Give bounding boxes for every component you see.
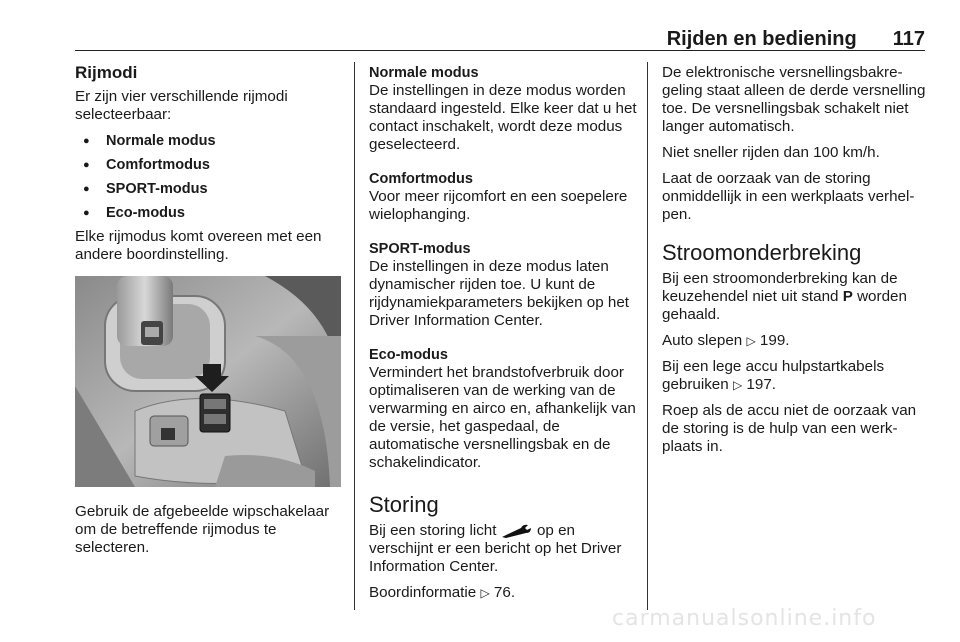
normal-mode-text: De instellingen in deze modus worden standaard ingesteld. Elke keer dat u het contact inschakelt, wordt deze modus geselecteerd. — [369, 82, 637, 153]
list-item: ● Eco-modus — [75, 204, 343, 222]
reference-arrow-icon: ▷ — [746, 334, 756, 348]
workshop-text: Laat de oorzaak van de storing onmiddellijk in een werkplaats verhelpen. — [662, 170, 915, 223]
sport-mode-text: De instellingen in deze modus laten dynamischer rijden toe. U kunt de rijdynamiekparameters bekijken op het Driver Information Center. — [369, 258, 630, 329]
header-rule — [75, 50, 925, 51]
drive-mode-switch-photo — [75, 276, 341, 487]
jump-start-page: 197. — [746, 376, 776, 393]
towing-ref — [662, 332, 932, 350]
power-failure-text-a: Bij een stroomonderbreking kan de keuzehendel niet uit stand — [662, 270, 898, 305]
towing-label: Auto slepen — [662, 332, 743, 349]
stroomonderbreking-heading: Stroomonderbreking — [662, 240, 862, 265]
list-item: ● SPORT-modus — [75, 180, 343, 198]
rijmodi-heading: Rijmodi — [75, 63, 138, 82]
reference-arrow-icon: ▷ — [732, 378, 743, 392]
power-failure-text-b: worden gehaald. — [662, 288, 907, 323]
column-divider — [354, 62, 355, 610]
list-item: ● Normale modus — [75, 132, 343, 150]
comfort-mode-title: Comfortmodus — [369, 171, 473, 187]
mode-list — [75, 132, 343, 222]
page-header — [75, 28, 925, 52]
column-3 — [662, 64, 932, 464]
boordinformatie-ref — [369, 584, 639, 602]
intro-text: Er zijn vier verschillende rijmodi selecteerbaar: — [75, 88, 288, 123]
normal-mode-title: Normale modus — [369, 65, 479, 81]
towing-page: 199. — [759, 332, 790, 349]
column-1 — [75, 64, 343, 565]
column-2 — [369, 64, 639, 610]
ref-page: 76. — [493, 584, 516, 601]
storing-heading: Storing — [369, 492, 439, 517]
reference-arrow-icon: ▷ — [480, 586, 490, 600]
watermark: carmanualsonline.info — [612, 606, 877, 631]
gearbox-text: De elektronische versnellingsbakregeling staat alleen de derde versnelling toe. De versnellingsbak schakelt niet langer automatisch. — [662, 64, 926, 135]
storing-text-b: op en verschijnt er een bericht op het Driver Information Center. — [369, 522, 622, 575]
comfort-mode-text: Voor meer rijcomfort en een soepelere wielophanging. — [369, 188, 628, 223]
gear-position-p: P — [842, 288, 853, 305]
power-failure-text — [662, 270, 932, 324]
jump-start-label: Bij een lege accu hulpstartkabels gebruiken — [662, 358, 885, 393]
storing-text — [369, 522, 639, 576]
section-title: Rijden en bediening — [666, 28, 857, 50]
battery-help-text: Roep als de accu niet de oorzaak van de storing is de hulp van een werkplaats in. — [662, 402, 917, 455]
speed-limit-text: Niet sneller rijden dan 100 km/h. — [662, 144, 880, 161]
storing-text-a: Bij een storing licht — [369, 522, 497, 539]
list-item: ● Comfortmodus — [75, 156, 343, 174]
image-caption: Gebruik de afgebeelde wipschakelaar om de betreffende rijmodus te selecteren. — [75, 503, 330, 556]
eco-mode-title: Eco-modus — [369, 347, 448, 363]
eco-mode-text: Vermindert het brandstofverbruik door optimaliseren van de werking van de verwarming en airco en, afhankelijk van de versie, het gaspedaal, de automatische versnellingsbak en de schakelindicator. — [369, 364, 636, 471]
jump-start-ref — [662, 358, 932, 394]
page-number: 117 — [892, 28, 925, 50]
column-divider — [647, 62, 648, 610]
sport-mode-title: SPORT-modus — [369, 241, 471, 257]
ref-label: Boordinformatie — [369, 584, 477, 601]
after-text: Elke rijmodus komt overeen met een andere boordinstelling. — [75, 228, 322, 263]
wrench-icon — [501, 524, 533, 538]
